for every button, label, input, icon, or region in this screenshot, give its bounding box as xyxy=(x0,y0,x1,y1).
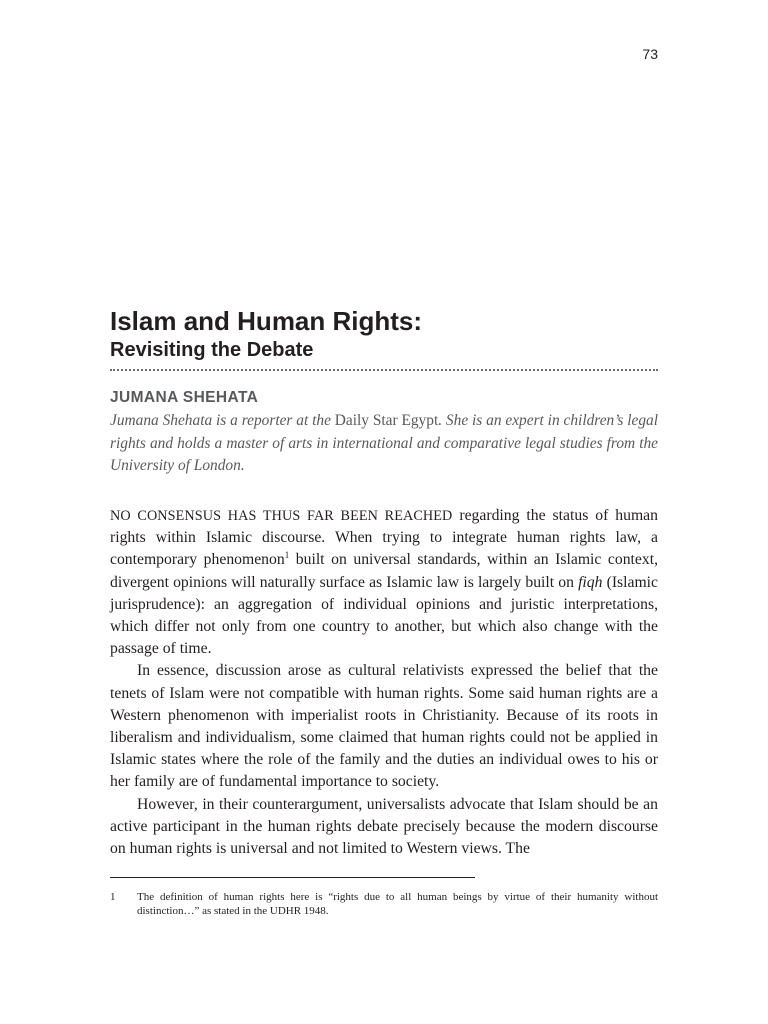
body-paragraph-1-text-b: built on universal standards, within an Islamic context, divergent opinions will naturally surface as Islamic law is largely built on xyxy=(110,551,658,591)
page-number: 73 xyxy=(642,46,658,62)
article-title: Islam and Human Rights: xyxy=(110,306,423,336)
body-paragraph-3: However, in their counterargument, universalists advocate that Islam should be an active participant in the human rights debate precisely because the modern discourse on human rights is universal and not limited to Western views. The xyxy=(110,795,658,858)
body-paragraph-1-text-c: (Islamic jurisprudence): an aggregation of individual opinions and juristic interpretations, which differ not only from one country to another, but which also change with the passage of time. xyxy=(110,573,658,658)
paragraph-lead-in: NO CONSENSUS HAS THUS FAR BEEN REACHED xyxy=(110,508,453,524)
footnote-reference: 1 xyxy=(284,550,290,561)
bio-publication: Daily Star Egypt xyxy=(334,412,439,429)
bio-text-part2: . She is an expert in children’s legal rights and holds a master of arts in international and comparative legal studies from the University of London. xyxy=(110,412,658,474)
bio-text-part1: Jumana Shehata is a reporter at the xyxy=(110,412,335,429)
author-bio xyxy=(110,410,658,478)
body-paragraph-1 xyxy=(110,505,658,660)
title-divider xyxy=(110,369,658,371)
footnote-text: The definition of human rights here is “rights due to all human beings by virtue of their humanity without distinction…” as stated in the UDHR 1948. xyxy=(137,891,658,917)
footnote-number: 1 xyxy=(110,891,116,903)
footnote-divider xyxy=(110,877,475,878)
body-paragraph-1-text-a: regarding the status of human rights within Islamic discourse. When trying to integrate human rights law, a contemporary phenomenon xyxy=(110,507,658,569)
body-paragraph-2: In essence, discussion arose as cultural relativists expressed the belief that the tenets of Islam were not compatible with human rights. Some said human rights are a Western phenomenon with imperialist roots in Christianity. Because of its roots in liberalism and individualism, some claimed that human rights could not be applied in Islamic states where the role of the family and the duties an individual owes to his or her family are of fundamental importance to society. xyxy=(110,662,658,791)
article-body xyxy=(110,505,658,860)
author-name: JUMANA SHEHATA xyxy=(110,389,259,406)
fiqh-term: fiqh xyxy=(578,573,603,591)
article-subtitle: Revisiting the Debate xyxy=(110,339,314,361)
footnote xyxy=(110,890,658,918)
